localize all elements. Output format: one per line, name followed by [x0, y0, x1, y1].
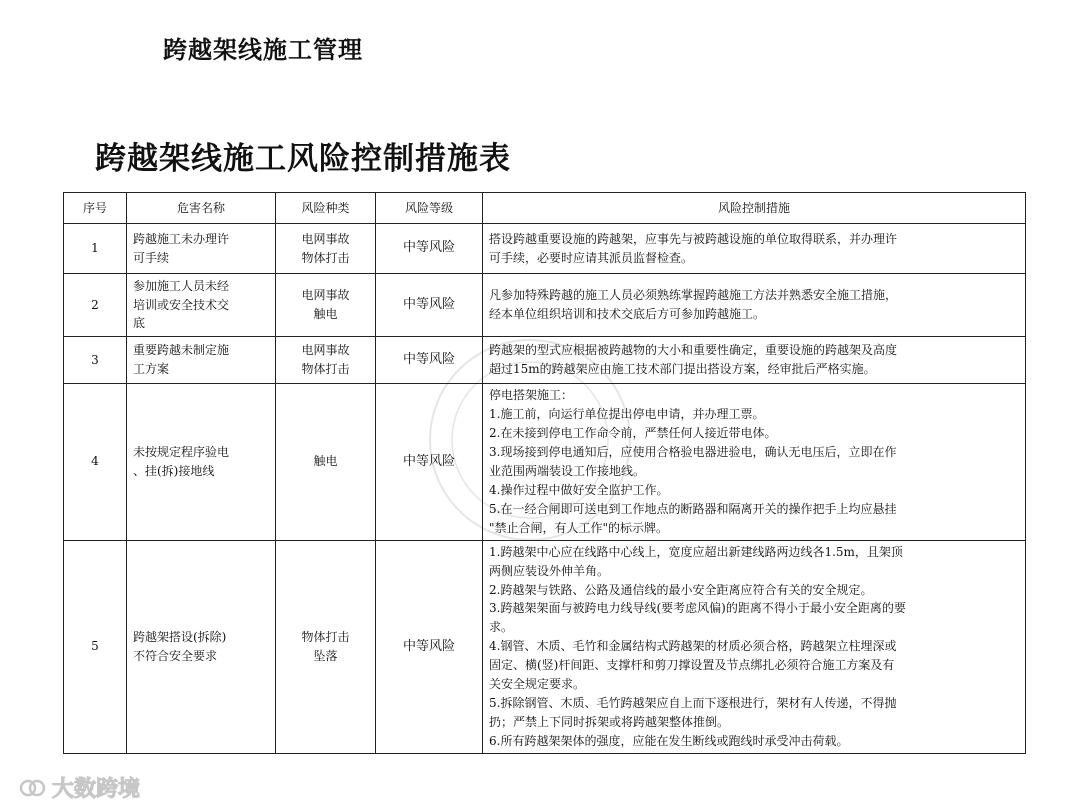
measure-line: 1.跨越架中心应在线路中心线上，宽度应超出新建线路两边线各1.5m，且架顶	[489, 544, 903, 559]
table-row	[64, 224, 1026, 274]
page-header-title: 跨越架线施工管理	[163, 35, 363, 64]
hazard-name-line: 工方案	[133, 362, 170, 376]
risk-type-cell	[276, 224, 376, 274]
measure-line: 停电搭架施工：	[489, 388, 574, 402]
risk-level-cell: 中等风险	[376, 337, 483, 384]
hazard-name-cell	[127, 540, 276, 753]
table-row	[64, 274, 1026, 337]
hazard-name-line: 、挂(拆)接地线	[133, 463, 215, 478]
double-ring-logo-icon	[18, 777, 48, 799]
measure-line: 5.在一经合闸即可送电到工作地点的断路器和隔离开关的操作把手上均应悬挂	[489, 501, 897, 516]
risk-type-line: 触电	[313, 307, 338, 321]
hazard-name-line: 底	[133, 316, 146, 331]
hazard-name-line: 不符合安全要求	[133, 648, 218, 663]
measure-line: 两侧应装设外伸羊角。	[489, 563, 610, 578]
header-risk-type: 风险种类	[276, 193, 376, 224]
risk-type-cell	[276, 337, 376, 384]
risk-type-cell	[276, 384, 376, 541]
risk-type-line: 物体打击	[301, 629, 350, 644]
risk-type-cell	[276, 540, 376, 753]
measure-line: 跨越架的型式应根据被跨越物的大小和重要性确定，重要设施的跨越架及高度	[489, 343, 898, 358]
risk-measures-cell	[483, 384, 1026, 541]
brand-watermark	[18, 772, 140, 803]
serial-number-cell: 4	[64, 384, 127, 541]
serial-number-cell: 5	[64, 540, 127, 753]
risk-level-cell: 中等风险	[376, 384, 483, 541]
measure-line: "禁止合闸，有人工作"的标示牌。	[489, 520, 669, 535]
measure-line: 5.拆除钢管、木质、毛竹跨越架应自上而下逐根进行，架材有人传递，不得抛	[489, 696, 897, 711]
measure-line: 固定、横(竖)杆间距、支撑杆和剪刀撑设置及节点绑扎必须符合施工方案及有	[489, 658, 895, 673]
table-row	[64, 384, 1026, 541]
serial-number-cell: 3	[64, 337, 127, 384]
measure-line: 3.现场接到停电通知后，应使用合格验电器进验电，确认无电压后，立即在作	[489, 444, 897, 459]
risk-level-cell: 中等风险	[376, 224, 483, 274]
measure-line: 求。	[489, 620, 514, 635]
hazard-name-line: 参加施工人员未经	[133, 278, 230, 293]
measure-line: 4.钢管、木质、毛竹和金属结构式跨越架的材质必须合格，跨越架立柱埋深或	[489, 639, 897, 654]
risk-measures-cell	[483, 540, 1026, 753]
measure-line: 4.操作过程中做好安全监护工作。	[489, 482, 669, 497]
risk-measures-cell	[483, 224, 1026, 274]
measure-line: 关安全规定要求。	[489, 677, 586, 692]
risk-type-line: 物体打击	[301, 250, 350, 265]
measure-line: 搭设跨越重要设施的跨越架，应事先与被跨越设施的单位取得联系，并办理许	[489, 231, 898, 246]
measure-line: 2.在未接到停电工作命令前，严禁任何人接近带电体。	[489, 425, 777, 440]
header-serial-number: 序号	[64, 193, 127, 224]
watermark-text: 大数跨境	[52, 777, 141, 802]
measure-line: 凡参加特殊跨越的施工人员必须熟练掌握跨越施工方法并熟悉安全施工措施，	[489, 288, 898, 303]
risk-level-cell: 中等风险	[376, 274, 483, 337]
serial-number-cell: 1	[64, 224, 127, 274]
measure-line: 3.跨越架架面与被跨电力线导线(要考虑风偏)的距离不得小于最小安全距离的要	[489, 601, 906, 616]
hazard-name-line: 跨越架搭设(拆除)	[133, 629, 227, 644]
hazard-name-cell	[127, 384, 276, 541]
risk-control-table	[63, 192, 1026, 754]
table-row	[64, 540, 1026, 753]
hazard-name-line: 培训或安全技术交	[133, 297, 230, 312]
hazard-name-line: 可手续	[133, 250, 170, 265]
header-hazard-name: 危害名称	[127, 193, 276, 224]
risk-level-cell: 中等风险	[376, 540, 483, 753]
table-row	[64, 337, 1026, 384]
hazard-name-cell	[127, 337, 276, 384]
risk-measures-cell	[483, 274, 1026, 337]
risk-type-line: 坠落	[313, 648, 338, 663]
risk-type-line: 触电	[313, 454, 338, 469]
measure-line: 可手续，必要时应请其派员监督检查。	[489, 250, 694, 265]
risk-type-line: 电网事故	[301, 343, 350, 358]
hazard-name-line: 跨越施工未办理许	[133, 231, 230, 246]
risk-type-line: 物体打击	[301, 362, 350, 376]
measure-line: 扔；严禁上下同时拆架或将跨越架整体推倒。	[489, 715, 730, 730]
hazard-name-cell	[127, 274, 276, 337]
risk-type-line: 电网事故	[301, 288, 350, 303]
header-risk-control-measures: 风险控制措施	[483, 193, 1026, 224]
hazard-name-line: 重要跨越未制定施	[133, 343, 230, 358]
table-header-row	[64, 193, 1026, 224]
header-risk-level: 风险等级	[376, 193, 483, 224]
hazard-name-cell	[127, 224, 276, 274]
hazard-name-line: 未按规定程序验电	[133, 444, 230, 459]
measure-line: 1.施工前，向运行单位提出停电申请，并办理工票。	[489, 406, 765, 421]
serial-number-cell: 2	[64, 274, 127, 337]
measure-line: 2.跨越架与铁路、公路及通信线的最小安全距离应符合有关的安全规定。	[489, 582, 873, 597]
measure-line: 6.所有跨越架架体的强度，应能在发生断线或跑线时承受冲击荷载。	[489, 734, 849, 749]
risk-type-cell	[276, 274, 376, 337]
measure-line: 超过15m的跨越架应由施工技术部门提出搭设方案，经审批后严格实施。	[489, 362, 876, 376]
table-title: 跨越架线施工风险控制措施表	[95, 141, 511, 177]
risk-type-line: 电网事故	[301, 231, 350, 246]
measure-line: 业范围两端装设工作接地线。	[489, 463, 646, 478]
measure-line: 经本单位组织培训和技术交底后方可参加跨越施工。	[489, 307, 766, 321]
risk-measures-cell	[483, 337, 1026, 384]
